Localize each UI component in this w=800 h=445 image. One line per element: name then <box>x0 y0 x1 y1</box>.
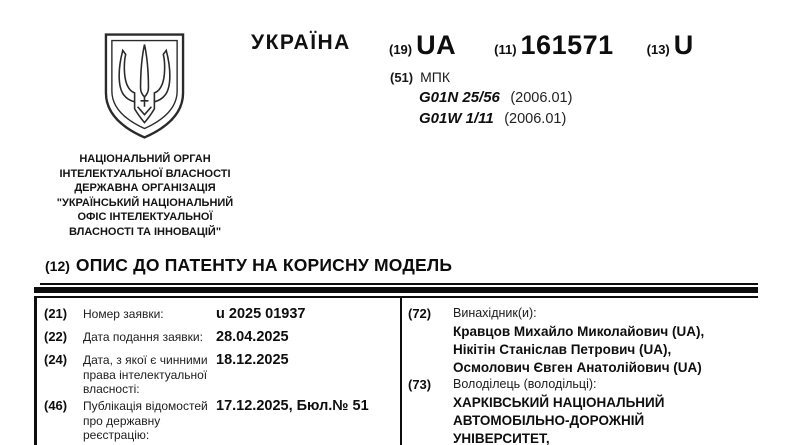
ipc-entry <box>419 89 572 107</box>
document-title <box>45 255 452 276</box>
owner-name-line: ХАРКІВСЬКИЙ НАЦІОНАЛЬНИЙ <box>453 395 665 410</box>
authority-line: ВЛАСНОСТІ ТА ІННОВАЦІЙ" <box>68 225 222 238</box>
authority-line: ДЕРЖАВНА ОРГАНІЗАЦІЯ <box>74 182 216 195</box>
ipc-code: G01N 25/56 <box>419 89 500 106</box>
ipc-code: G01W 1/11 <box>419 110 494 127</box>
field-code: (73) <box>408 377 432 392</box>
authority-line: ОФІС ІНТЕЛЕКТУАЛЬНОЇ <box>77 211 213 224</box>
publication-code-row <box>389 30 694 61</box>
kind-code: U <box>673 30 694 60</box>
inventor-name: Нікітін Станіслав Петрович (UA), <box>453 342 672 357</box>
field-value: 28.04.2025 <box>216 329 289 345</box>
inventor-name: Кравцов Михайло Миколайович (UA), <box>453 324 705 339</box>
ipc-title: МПК <box>420 69 451 85</box>
field-value: 18.12.2025 <box>216 352 289 368</box>
field-code: (72) <box>408 306 432 321</box>
thick-divider-rule <box>34 287 758 293</box>
authority-line: НАЦІОНАЛЬНИЙ ОРГАН <box>79 153 211 165</box>
field-label: Винахідник(и): <box>453 306 537 320</box>
field-label: Дата подання заявки: <box>83 330 203 344</box>
ipc-entry <box>419 110 566 128</box>
field-code: (21) <box>44 306 68 321</box>
ipc-version: (2006.01) <box>510 90 573 106</box>
ipc-version: (2006.01) <box>504 111 567 127</box>
field-value: 17.12.2025, Бюл.№ 51 <box>216 398 369 414</box>
owner-block <box>453 377 783 445</box>
code-13-label: (13) <box>646 42 670 57</box>
owner-name-line: АВТОМОБІЛЬНО-ДОРОЖНІЙ <box>453 413 645 428</box>
field-value: u 2025 01937 <box>216 306 306 322</box>
ipc-header <box>390 69 450 85</box>
field-label: Публікація відомостей про державну реєстрацію: <box>83 399 208 443</box>
patent-number: 161571 <box>520 30 614 60</box>
field-code: (24) <box>44 352 68 367</box>
field-code: (22) <box>44 329 68 344</box>
code-19-label: (19) <box>389 42 413 57</box>
authority-name-block <box>40 152 250 240</box>
ukraine-trident-coat-of-arms-icon <box>101 31 188 142</box>
code-12-label: (12) <box>45 258 70 274</box>
inventor-name: Осмолович Євген Анатолійович (UA) <box>453 360 702 375</box>
code-51-label: (51) <box>390 70 414 85</box>
inventors-block <box>453 306 783 377</box>
table-left-border <box>34 296 37 445</box>
authority-line: ІНТЕЛЕКТУАЛЬНОЇ ВЛАСНОСТІ <box>59 167 231 180</box>
title-underline-rule <box>40 283 758 285</box>
document-title-text: ОПИС ДО ПАТЕНТУ НА КОРИСНУ МОДЕЛЬ <box>75 255 453 275</box>
field-label: Володілець (володільці): <box>453 377 597 391</box>
code-11-label: (11) <box>494 42 517 57</box>
authority-line: "УКРАЇНСЬКИЙ НАЦІОНАЛЬНИЙ <box>56 196 234 209</box>
country-code: UA <box>416 30 457 60</box>
country-title: УКРАЇНА <box>251 31 351 54</box>
field-label: Дата, з якої є чинними права інтелектуальної власності: <box>83 353 208 397</box>
owner-name-line: УНІВЕРСИТЕТ, <box>453 431 550 445</box>
thin-divider-rule <box>34 296 758 298</box>
field-code: (46) <box>44 398 68 413</box>
table-column-divider <box>400 298 402 445</box>
field-label: Номер заявки: <box>83 307 164 321</box>
